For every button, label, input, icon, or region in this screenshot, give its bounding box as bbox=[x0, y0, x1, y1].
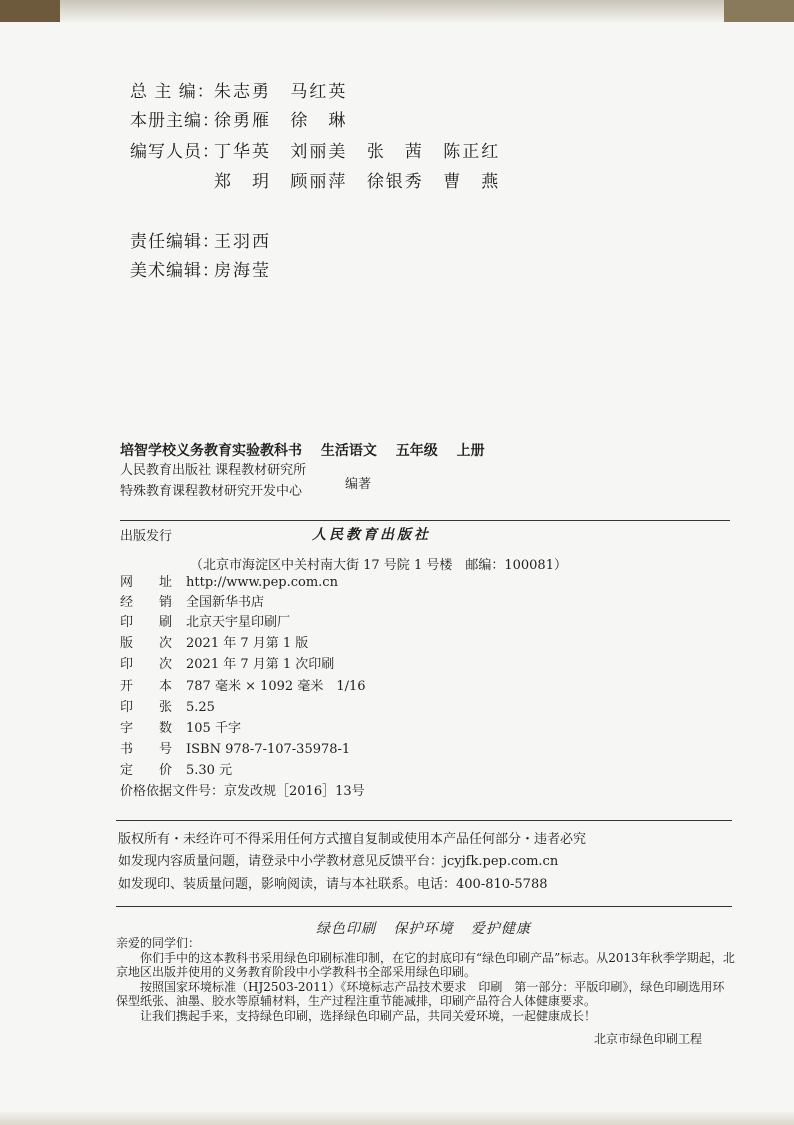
letter-paragraph: 按照国家环境标准（HJ2503-2011）《环境标志产品技术要求 印刷 第一部分：平版印刷》，绿色印刷选用环保型纸张、油墨、胶水等原辅材料，生产过程注重节能减排，印刷产品符合人体健康要求。 bbox=[116, 979, 725, 1008]
page-edge-corner-left bbox=[0, 0, 60, 22]
credit-name: 郑 玥 bbox=[214, 172, 271, 192]
credit-volume-editors bbox=[130, 109, 361, 133]
credit-role: 美术编辑： bbox=[130, 261, 220, 281]
green-printing-letter bbox=[116, 932, 736, 1023]
credit-name: 房海莹 bbox=[214, 261, 271, 281]
credit-name: 徐银秀 bbox=[366, 172, 424, 192]
divider bbox=[116, 820, 732, 821]
info-value: 787 毫米 × 1092 毫米 1/16 bbox=[186, 679, 366, 694]
credit-name: 朱志勇 bbox=[214, 82, 271, 102]
info-value: 2021 年 7 月第 1 次印刷 bbox=[186, 657, 335, 672]
green-title-part: 爱护健康 bbox=[470, 921, 531, 937]
credit-role: 总 主 编： bbox=[130, 82, 215, 102]
publisher-address: （北京市海淀区中关村南大街 17 号院 1 号楼 邮编：100081） bbox=[190, 558, 567, 573]
info-publisher bbox=[120, 527, 431, 547]
credit-name: 陈正红 bbox=[443, 142, 501, 162]
info-label: 印 刷 bbox=[120, 615, 173, 630]
info-row bbox=[120, 573, 338, 593]
info-row bbox=[120, 698, 215, 718]
info-label: 出版发行 bbox=[120, 529, 173, 544]
info-row bbox=[120, 677, 366, 697]
info-row bbox=[120, 613, 290, 633]
info-label: 字 数 bbox=[120, 721, 173, 736]
info-row bbox=[120, 634, 308, 654]
credit-writers-cont bbox=[130, 170, 514, 194]
credit-role: 本册主编： bbox=[130, 111, 220, 131]
credit-name: 丁华英 bbox=[214, 142, 271, 162]
credit-name: 顾丽萍 bbox=[290, 172, 348, 192]
letter-signoff: 北京市绿色印刷工程 bbox=[594, 1032, 703, 1046]
info-label: 定 价 bbox=[120, 763, 173, 778]
divider bbox=[116, 906, 732, 907]
info-label: 书 号 bbox=[120, 742, 173, 757]
rights-notice: 版权所有・未经许可不得采用任何方式擅自复制或使用本产品任何部分・违者必究 bbox=[118, 832, 587, 847]
page-edge-top bbox=[0, 0, 794, 22]
letter-paragraph: 让我们携起手来，支持绿色印刷，选择绿色印刷产品，共同关爱环境，一起健康成长！ bbox=[140, 1008, 597, 1023]
info-value: 5.30 元 bbox=[186, 763, 233, 778]
book-subject: 生活语文 bbox=[320, 443, 377, 459]
page-edge-bottom bbox=[0, 1112, 794, 1125]
divider bbox=[120, 520, 730, 521]
info-value: 2021 年 7 月第 1 版 bbox=[186, 636, 309, 651]
letter-paragraph: 你们手中的这本教科书采用绿色印刷标准印制，在它的封底印有“绿色印刷产品”标志。从2013年秋季学期起，北京地区出版并使用的义务教育阶段中小学教科书全部采用绿色印刷。 bbox=[116, 950, 735, 979]
info-label: 版 次 bbox=[120, 636, 173, 651]
info-value: ISBN 978-7-107-35978-1 bbox=[186, 742, 351, 757]
info-label: 印 张 bbox=[120, 700, 173, 715]
letter-greeting: 亲爱的同学们： bbox=[116, 936, 201, 950]
info-value: 全国新华书店 bbox=[186, 595, 265, 610]
credit-name: 马红英 bbox=[290, 82, 348, 102]
print-contact: 如发现印、装质量问题，影响阅读，请与本社联系。电话：400-810-5788 bbox=[118, 877, 548, 892]
credit-role: 责任编辑： bbox=[130, 232, 220, 252]
book-grade: 五年级 bbox=[395, 443, 438, 459]
book-title bbox=[120, 440, 499, 460]
credit-chief-editors bbox=[130, 80, 361, 104]
green-title-part: 保护环境 bbox=[393, 921, 454, 937]
info-value: 105 千字 bbox=[186, 721, 241, 736]
credit-name: 徐 琳 bbox=[290, 111, 348, 131]
info-label: 开 本 bbox=[120, 679, 173, 694]
credit-art-editor bbox=[130, 259, 285, 283]
info-row bbox=[120, 655, 334, 675]
info-value: 5.25 bbox=[186, 700, 215, 715]
credit-name: 徐勇雁 bbox=[214, 111, 271, 131]
info-value: http://www.pep.com.cn bbox=[186, 575, 338, 590]
info-label: 印 次 bbox=[120, 657, 173, 672]
credit-name: 王羽西 bbox=[214, 232, 271, 252]
credit-responsible-editor bbox=[130, 230, 285, 254]
book-editors bbox=[120, 460, 306, 502]
credit-name: 刘丽美 bbox=[290, 142, 348, 162]
info-value: 北京天宇星印刷厂 bbox=[186, 615, 291, 630]
green-title-part: 绿色印刷 bbox=[316, 921, 376, 937]
price-basis: 价格依据文件号：京发改规［2016］13号 bbox=[120, 784, 365, 799]
editor-suffix: 编著 bbox=[345, 477, 372, 492]
book-volume: 上册 bbox=[456, 443, 485, 459]
book-series: 培智学校义务教育实验教科书 bbox=[120, 443, 302, 459]
editor-org: 特殊教育课程教材研究开发中心 bbox=[120, 484, 303, 499]
info-row bbox=[120, 719, 241, 739]
info-row bbox=[120, 761, 232, 781]
credit-role: 编写人员： bbox=[130, 142, 220, 162]
info-label: 经 销 bbox=[120, 595, 173, 610]
quality-feedback: 如发现内容质量问题，请登录中小学教材意见反馈平台：jcyjfk.pep.com.cn bbox=[118, 854, 559, 869]
credit-name: 张 茜 bbox=[366, 142, 424, 162]
page-edge-corner-right bbox=[724, 0, 794, 22]
credit-name: 曹 燕 bbox=[443, 172, 501, 192]
editor-org: 人民教育出版社 课程教材研究所 bbox=[120, 463, 307, 478]
publisher-logo: 人民教育出版社 bbox=[312, 527, 431, 543]
info-label: 网 址 bbox=[120, 575, 173, 590]
credit-writers bbox=[130, 140, 514, 164]
info-row bbox=[120, 593, 264, 613]
info-row bbox=[120, 740, 350, 760]
